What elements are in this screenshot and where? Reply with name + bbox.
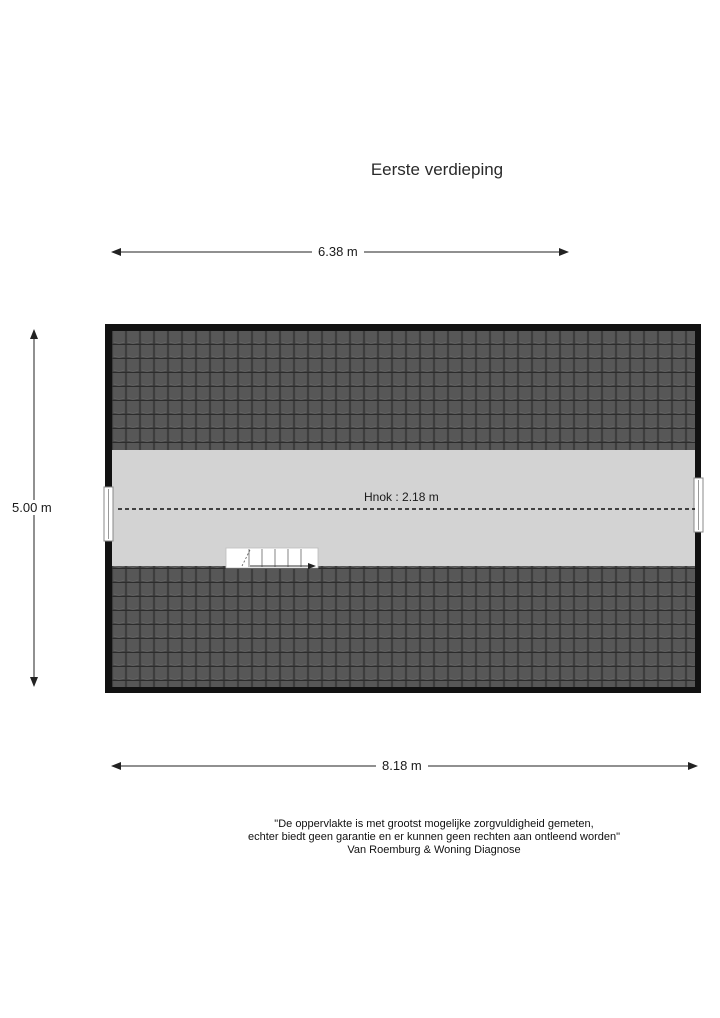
dimension-label-top: 6.38 m bbox=[312, 244, 364, 259]
window-right bbox=[694, 478, 703, 532]
floor-title: Eerste verdieping bbox=[370, 160, 504, 179]
roof-slope-bottom bbox=[112, 566, 695, 687]
disclaimer-line-3: Van Roemburg & Woning Diagnose bbox=[347, 844, 521, 856]
disclaimer-line-1: "De oppervlakte is met grootst mogelijke zorgvuldigheid gemeten, bbox=[274, 818, 594, 830]
window-left bbox=[104, 487, 113, 541]
dimension-label-bottom: 8.18 m bbox=[376, 758, 428, 773]
floor-area bbox=[112, 450, 695, 566]
dimension-label-left: 5.00 m bbox=[6, 500, 58, 515]
disclaimer-line-2: echter biedt geen garantie en er kunnen geen rechten aan ontleend worden" bbox=[247, 831, 621, 843]
disclaimer bbox=[200, 818, 668, 857]
staircase bbox=[226, 548, 318, 569]
roof-slope-top bbox=[112, 331, 695, 450]
ridge-height-label: Hnok : 2.18 m bbox=[364, 490, 439, 504]
